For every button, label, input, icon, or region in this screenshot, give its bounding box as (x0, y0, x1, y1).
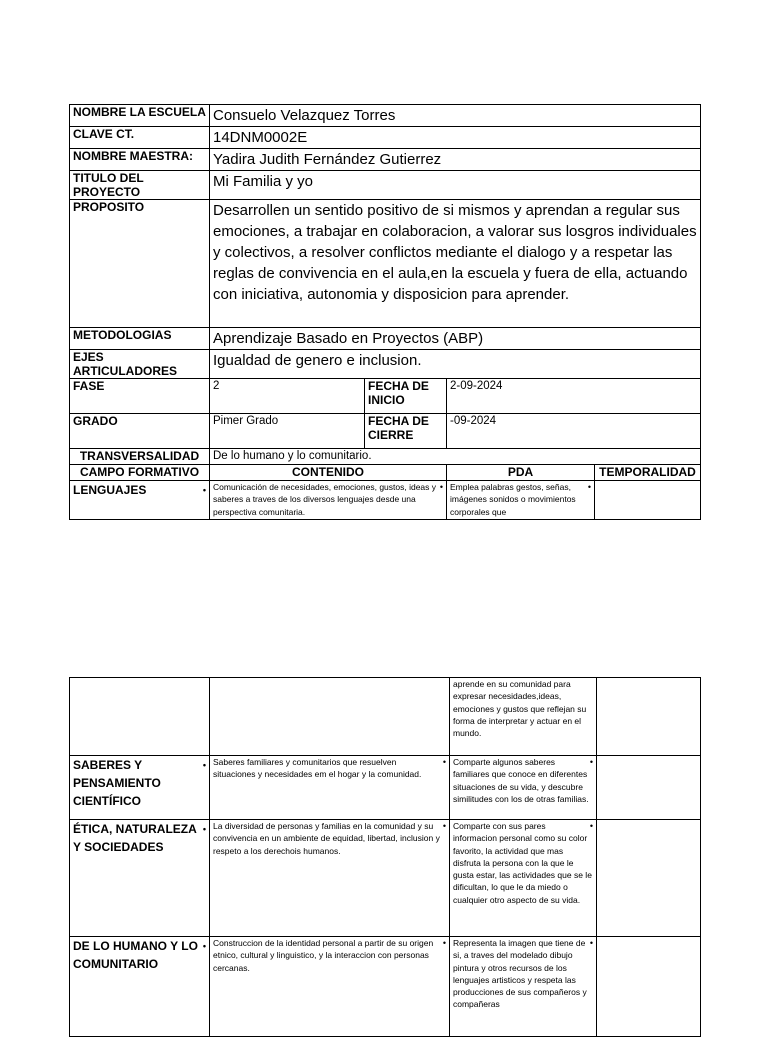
pda-etica (450, 820, 597, 937)
campo-humano (70, 937, 210, 1037)
titulo-value: Mi Familia y yo (210, 171, 701, 200)
escuela-label: NOMBRE LA ESCUELA (70, 105, 210, 127)
bullet-icon: • (589, 757, 593, 767)
grado-label: GRADO (70, 414, 210, 449)
proposito-value: Desarrollen un sentido positivo de si mismos y aprendan a regular sus emociones, a trabajar en colaboracion, a valorar sus losgros individuales y colectivos, a resolver conflictos mediante el dialogo y a respetar las reglas de convivencia en el aula,en la escuela y fuera de ella, actuando con iniciativa, autonomia y disposicion para aprender. (210, 200, 701, 328)
fecha-cierre-value: -09-2024 (447, 414, 701, 449)
campo-label: SABERES Y PENSAMIENTO CIENTÍFICO (73, 758, 161, 808)
temporalidad-humano (597, 937, 701, 1037)
bullet-icon: • (202, 941, 206, 951)
fase-label: FASE (70, 379, 210, 414)
transversalidad-label: TRANSVERSALIDAD (70, 449, 210, 465)
project-info-table (69, 104, 701, 520)
contenido-humano (210, 937, 450, 1037)
titulo-label: TITULO DEL PROYECTO (70, 171, 210, 200)
pda-lenguajes-cont: aprende en su comunidad para expresar necesidades,ideas, emociones y gustos que reflejan su forma de interpretar y actuar en el mundo. (450, 678, 597, 756)
contenido-saberes (210, 756, 450, 820)
pda-text: Comparte algunos saberes familiares que conoce en diferentes situaciones de su vida, y descubre similitudes con los de otras familias. (453, 757, 589, 804)
temporalidad-etica (597, 820, 701, 937)
campo-lenguajes (70, 481, 210, 520)
temporalidad-saberes (597, 756, 701, 820)
grado-value: Pimer Grado (210, 414, 365, 449)
contenido-text: Comunicación de necesidades, emociones, gustos, ideas y saberes a traves de los diversos lenguajes desde una perspectiva comunitaria. (213, 482, 437, 517)
maestra-value: Yadira Judith Fernández Gutierrez (210, 149, 701, 171)
contenido-lenguajes (210, 481, 447, 520)
ejes-label: EJES ARTICULADORES (70, 350, 210, 379)
ejes-value: Igualdad de genero e inclusion. (210, 350, 701, 379)
maestra-label: NOMBRE MAESTRA: (70, 149, 210, 171)
header-contenido: CONTENIDO (210, 465, 447, 481)
contenido-cont (210, 678, 450, 756)
transversalidad-value: De lo humano y lo comunitario. (210, 449, 701, 465)
metodologias-label: METODOLOGIAS (70, 328, 210, 350)
proposito-label: PROPOSITO (70, 200, 210, 328)
clave-value: 14DNM0002E (210, 127, 701, 149)
bullet-icon: • (589, 821, 593, 831)
bullet-icon: • (587, 482, 591, 492)
header-pda: PDA (447, 465, 595, 481)
contenido-text: Construccion de la identidad personal a partir de su origen etnico, cultural y linguistico, y la interaccion con personas cercanas. (213, 938, 434, 973)
pda-text: Comparte con sus pares informacion personal como su color favorito, la actividad que mas disfruta la persona con la que le gusta estar, las actividades que se le dificultan, lo que le da miedo o cualquier otro aspecto de su vida. (453, 821, 592, 905)
metodologias-value: Aprendizaje Basado en Proyectos (ABP) (210, 328, 701, 350)
escuela-value: Consuelo Velazquez Torres (210, 105, 701, 127)
bullet-icon: • (439, 482, 443, 492)
campos-formativos-table (69, 677, 701, 1037)
fecha-inicio-label: FECHA DE INICIO (365, 379, 447, 414)
pda-lenguajes (447, 481, 595, 520)
header-temporalidad: TEMPORALIDAD (595, 465, 701, 481)
contenido-etica (210, 820, 450, 937)
bullet-icon: • (202, 485, 206, 495)
pda-saberes (450, 756, 597, 820)
campo-label: LENGUAJES (73, 483, 147, 497)
pda-humano (450, 937, 597, 1037)
temporalidad-cont (597, 678, 701, 756)
fase-value: 2 (210, 379, 365, 414)
contenido-text: Saberes familiares y comunitarios que resuelven situaciones y necesidades em el hogar y la comunidad. (213, 757, 422, 780)
fecha-cierre-label: FECHA DE CIERRE (365, 414, 447, 449)
clave-label: CLAVE CT. (70, 127, 210, 149)
bullet-icon: • (442, 938, 446, 948)
bullet-icon: • (442, 821, 446, 831)
campo-label: ÉTICA, NATURALEZA Y SOCIEDADES (73, 822, 197, 854)
temporalidad-lenguajes (595, 481, 701, 520)
bullet-icon: • (589, 938, 593, 948)
header-campo: CAMPO FORMATIVO (70, 465, 210, 481)
bullet-icon: • (202, 824, 206, 834)
campo-etica (70, 820, 210, 937)
pda-text: Emplea palabras gestos, señas, imágenes sonidos o movimientos corporales que (450, 482, 576, 517)
contenido-text: La diversidad de personas y familias en la comunidad y su convivencia en un ambiente de equidad, libertad, inclusion y respeto a los derechois humanos. (213, 821, 440, 856)
bullet-icon: • (202, 760, 206, 770)
fecha-inicio-value: 2-09-2024 (447, 379, 701, 414)
campo-label: DE LO HUMANO Y LO COMUNITARIO (73, 939, 198, 971)
bullet-icon: • (442, 757, 446, 767)
campo-saberes (70, 756, 210, 820)
campo-cont (70, 678, 210, 756)
pda-text: Representa la imagen que tiene de si, a traves del modelado dibujo pintura y otros recursos de los lenguajes artisticos y respeta las producciones de sus compañeros y compañeras (453, 938, 587, 1010)
